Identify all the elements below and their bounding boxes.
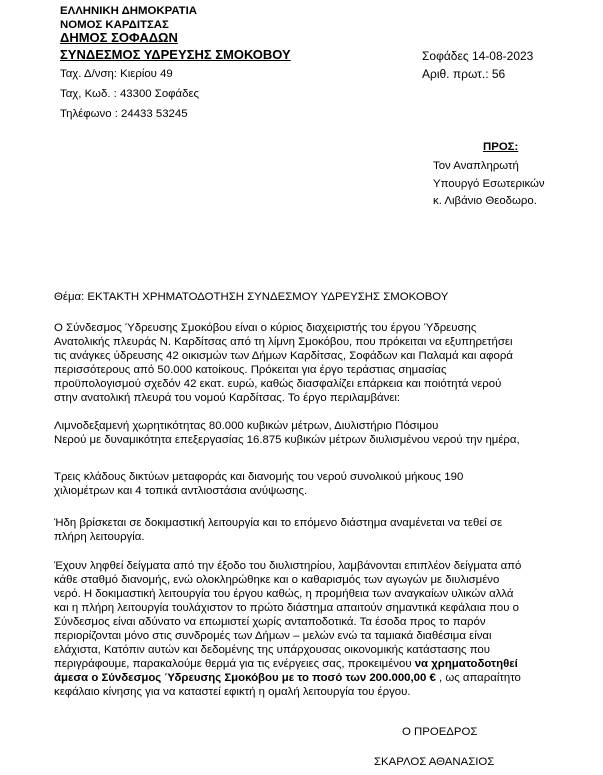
text-line: Τρεις κλάδους δικτύων μεταφοράς και διανομής του νερού συνολικού μήκους 190	[54, 471, 464, 483]
header-prefecture: ΝΟΜΟΣ ΚΑΡΔΙΤΣΑΣ	[60, 19, 169, 31]
text-line: Ήδη βρίσκεται σε δοκιμαστική λειτουργία και το επόμενο διάστημα αναμένεται να τεθεί σε	[54, 517, 503, 529]
signature-name: ΣΚΑΡΛΟΣ ΑΘΑΝΑΣΙΟΣ	[374, 756, 495, 768]
paragraph-intro	[54, 321, 584, 405]
paragraph-networks	[54, 470, 584, 498]
paragraph-trial	[54, 516, 584, 544]
document-date: Σοφάδες 14-08-2023	[422, 49, 534, 63]
funding-request-highlight: να χρηματοδοτηθεί	[414, 658, 518, 670]
header-republic: ΕΛΛΗΝΙΚΗ ΔΗΜΟΚΡΑΤΙΑ	[60, 5, 197, 17]
recipient-line-1: Τον Αναπληρωτή	[433, 160, 519, 172]
header-phone: Τηλέφωνο : 24433 53245	[60, 108, 188, 120]
funding-amount-highlight: άμεσα ο Σύνδεσμος Ύδρευσης Σμοκόβου με το ποσό των 200.000,00 €	[54, 672, 436, 684]
text-line: χιλιομέτρων και 4 τοπικά αντλιοστάσια ανύψωσης.	[54, 485, 308, 497]
text-line: Έχουν ληφθεί δείγματα από την έξοδο του διυλιστηρίου, λαμβάνονται επιπλέον δείγματα από	[54, 560, 522, 572]
text-line: Σύνδεσμος είναι αδύνατο να επωμιστεί χωρίς ανταποδοτικά. Τα έσοδα προς το παρόν	[54, 616, 486, 628]
header-postcode: Ταχ, Κωδ. : 43300 Σοφάδες	[60, 88, 200, 100]
text-line: περισσότερους από 50.000 κατοίκους. Πρόκειται για έργο τεράστιας σημασίας	[54, 364, 447, 376]
text-line: ελάχιστα, Κατόπιν αυτών και δεδομένης της υπάρχουσας οικονομικής κατάστασης που	[54, 644, 490, 656]
text-line: τις ανάγκες ύδρευσης 42 οικισμών των Δήμων Καρδίτσας, Σοφάδων και Παλαμά και αφορά	[54, 350, 513, 362]
recipient-line-2: Υπουργό Εσωτερικών	[433, 178, 545, 190]
recipient-label: ΠΡΟΣ:	[483, 141, 519, 153]
paragraph-reservoir	[54, 419, 584, 447]
text-line: στην ανατολική πλευρά του νομού Καρδίτσας. Το έργο περιλαμβάνει:	[54, 392, 401, 404]
text-segment: , ως απαραίτητο	[435, 672, 521, 684]
text-line: κάθε σταθμό διανομής, ενώ ολοκληρώθηκε και ο καθαρισμός των αγωγών με διυλισμένο	[54, 574, 500, 586]
text-line: κεφάλαιο κίνησης για να καταστεί εφικτή η ομαλή λειτουργία του έργου.	[54, 686, 411, 698]
text-line: Ο Σύνδεσμος Ύδρευσης Σμοκόβου είναι ο κύριος διαχειριστής του έργου Ύδρευσης	[54, 322, 477, 334]
text-line	[54, 671, 584, 685]
text-line: Λιμνοδεξαμενή χωρητικότητας 80.000 κυβικών μέτρων, Διυλιστήριο Πόσιμου	[54, 420, 439, 432]
text-line: προϋπολογισμού σχεδόν 42 εκατ. ευρώ, καθώς διασφαλίζει επάρκεια και ποιότητά νερού	[54, 378, 502, 390]
text-line: Νερού με δυναμικότητα επεξεργασίας 16.875 κυβικών μέτρων διυλισμένου νερού την ημέρα,	[54, 434, 520, 446]
protocol-number: Αριθ. πρωτ.: 56	[422, 67, 506, 81]
text-line: και η πλήρη λειτουργία τουλάχιστον το πρώτο διάστημα απαιτούν σημαντικά κεφάλαια που ο	[54, 602, 519, 614]
text-line: περιορίζονται μόνο στις συνδρομές των Δήμων – μελών ενώ τα ταμιακά διαθέσιμα είναι	[54, 630, 492, 642]
subject-line: Θέμα: ΕΚΤΑΚΤΗ ΧΡΗΜΑΤΟΔΟΤΗΣΗ ΣΥΝΔΕΣΜΟΥ ΥΔΡΕΥΣΗΣ ΣΜΟΚΟΒΟΥ	[54, 291, 449, 303]
paragraph-request	[54, 559, 584, 699]
text-segment: περιγράφουμε, παρακαλούμε θερμά για τις ενέργειες σας, προκειμένου	[54, 658, 415, 670]
signature-title: Ο ΠΡΟΕΔΡΟΣ	[402, 726, 478, 738]
text-line: Ανατολικής πλευράς Ν. Καρδίτσας από τη λίμνη Σμοκόβου, που πρόκειται να εξυπηρετήσει	[54, 336, 513, 348]
text-line	[54, 657, 584, 671]
text-line: πλήρη λειτουργία.	[54, 531, 145, 543]
header-association: ΣΥΝΔΕΣΜΟΣ ΥΔΡΕΥΣΗΣ ΣΜΟΚΟΒΟΥ	[60, 47, 291, 62]
text-line: νερό. Η δοκιμαστική λειτουργία του έργου καθώς, η προμήθεια των αναγκαίων υλικών αλλά	[54, 588, 514, 600]
header-municipality: ΔΗΜΟΣ ΣΟΦΑΔΩΝ	[60, 30, 178, 45]
header-address: Ταχ. Δ/νση: Κιερίου 49	[60, 68, 173, 80]
recipient-line-3: κ. Λιβάνιο Θεοδωρο.	[433, 195, 537, 207]
